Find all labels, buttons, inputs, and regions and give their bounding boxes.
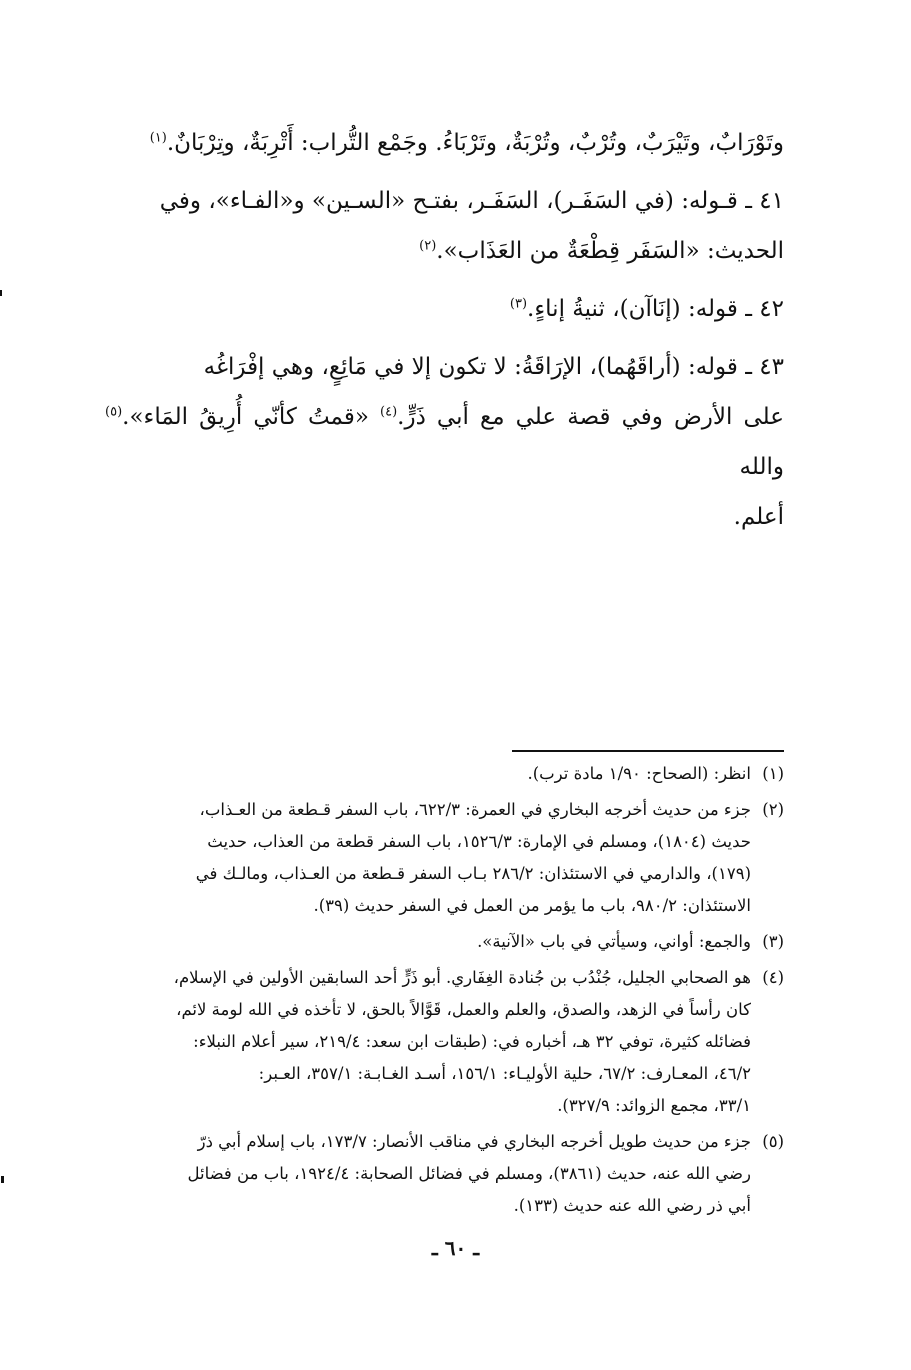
footnote-line: انظر: (الصحاح: ١/٩٠ مادة ترب). — [527, 764, 751, 783]
footnote-separator — [512, 750, 784, 752]
footnote-text — [105, 1126, 751, 1222]
paragraph-41-line-1: ٤١ ـ قـوله: (في السَفَـر)، السَفَـر، بفتـح «السـين» و«الفـاء»، وفي — [159, 188, 784, 214]
paragraph-1-text: وتَوْرَابٌ، وتَيْرَبٌ، وتُرْبٌ، وتُرْبَةٌ، وتَرْبَاءُ. وجَمْع التُّراب: أَتْرِبَةٌ، وتِرْبَانٌ. — [166, 130, 784, 156]
footnote-line: هو الصحابي الجليل، جُنْدُب بن جُنادة الغِفَاري. أبو ذَرٍّ أحد السابقين الأولين في الإسلام، — [173, 968, 751, 987]
footnote-2 — [105, 794, 784, 922]
footnote-ref-2: (٢) — [419, 238, 437, 254]
footnote-4 — [105, 962, 784, 1122]
paragraph-1 — [105, 118, 784, 168]
paragraph-43 — [105, 342, 784, 542]
footnote-ref-3: (٣) — [509, 296, 528, 312]
footnote-line: (١٧٩)، والدارمي في الاستئذان: ٢٨٦/٢ بـاب السفر قـطعة من العـذاب، ومالـك في — [195, 864, 751, 883]
footnote-text — [105, 794, 751, 922]
footnote-line: ٤٦/٢، المعـارف: ٦٧/٢، حلية الأوليـاء: ١٥٦/١، أسـد الغـابـة: ٣٥٧/١، العـبر: — [258, 1064, 751, 1083]
footnote-line: جزء من حديث طويل أخرجه البخاري في مناقب الأنصار: ١٧٣/٧، باب إسلام أبي ذرّ — [197, 1132, 751, 1151]
footnote-line: ٣٣/١، مجمع الزوائد: ٣٢٧/٩). — [557, 1096, 751, 1115]
footnote-ref-5: (٥) — [105, 404, 123, 420]
paragraph-43-line-2c: والله — [739, 454, 784, 480]
footnote-line: كان رأساً في الزهد، والصدق، والعلم والعمل، قَوَّالاً بالحق، لا تأخذه في الله لومة لائم، — [176, 1000, 751, 1019]
margin-mark-left-top — [0, 290, 2, 296]
footnote-number: (٥) — [762, 1132, 784, 1151]
footnote-number: (١) — [762, 764, 784, 783]
footnote-line: أبي ذر رضي الله عنه حديث (١٣٣). — [513, 1196, 751, 1215]
paragraph-42 — [105, 284, 784, 334]
footnote-number: (٣) — [762, 932, 784, 951]
paragraph-43-line-3: أعلم. — [733, 504, 784, 530]
footnote-line: الاستئذان: ٩٨٠/٢، باب ما يؤمر من العمل في السفر حديث (٣٩). — [313, 896, 751, 915]
footnote-line: رضي الله عنه، حديث (٣٨٦١)، ومسلم في فضائل الصحابة: ١٩٢٤/٤، باب من فضائل — [187, 1164, 751, 1183]
paragraph-43-line-2a: على الأرض وفي قصة علي مع أبي ذَرٍّ. — [397, 404, 785, 430]
main-text — [105, 118, 784, 550]
footnote-number: (٤) — [762, 968, 784, 987]
footnote-line: فضائله كثيرة، توفي ٣٢ هـ، أخباره في: (طبقات ابن سعد: ٢١٩/٤، سير أعلام النبلاء: — [193, 1032, 751, 1051]
paragraph-42-text: ٤٢ ـ قوله: (إنَاآن)، ثنيةُ إناءٍ. — [527, 296, 784, 322]
footnote-5 — [105, 1126, 784, 1222]
footnote-line: جزء من حديث أخرجه البخاري في العمرة: ٦٢٢/٣، باب السفر قـطعة من العـذاب، — [199, 800, 751, 819]
page-number: ـ ٦٠ ـ — [431, 1236, 480, 1260]
footnote-text — [105, 962, 751, 1122]
footnote-1 — [105, 758, 784, 790]
paragraph-41-line-2: الحديث: «السَفَر قِطْعَةٌ من العَذَاب». — [436, 238, 784, 264]
footnote-text — [105, 926, 751, 958]
footnote-ref-4: (٤) — [380, 404, 398, 420]
paragraph-43-line-1: ٤٣ ـ قوله: (أراقَهُما)، الإرَاقَةُ: لا تكون إلا في مَائِعٍ، وهي إفْرَاغُه — [203, 354, 784, 380]
paragraph-43-line-2b: «قمتُ كأنّي أُرِيقُ المَاء». — [122, 404, 369, 430]
footnote-3 — [105, 926, 784, 958]
margin-mark-left — [1, 1176, 4, 1183]
footnote-ref-1: (١) — [149, 130, 167, 146]
footnote-line: حديث (١٨٠٤)، ومسلم في الإمارة: ١٥٢٦/٣، باب السفر قطعة من العذاب، حديث — [207, 832, 751, 851]
footnote-number: (٢) — [762, 800, 784, 819]
paragraph-41 — [105, 176, 784, 276]
footnotes — [105, 758, 784, 1226]
footnote-text — [105, 758, 751, 790]
footnote-line: والجمع: أواني، وسيأتي في باب «الآنية». — [477, 932, 751, 951]
